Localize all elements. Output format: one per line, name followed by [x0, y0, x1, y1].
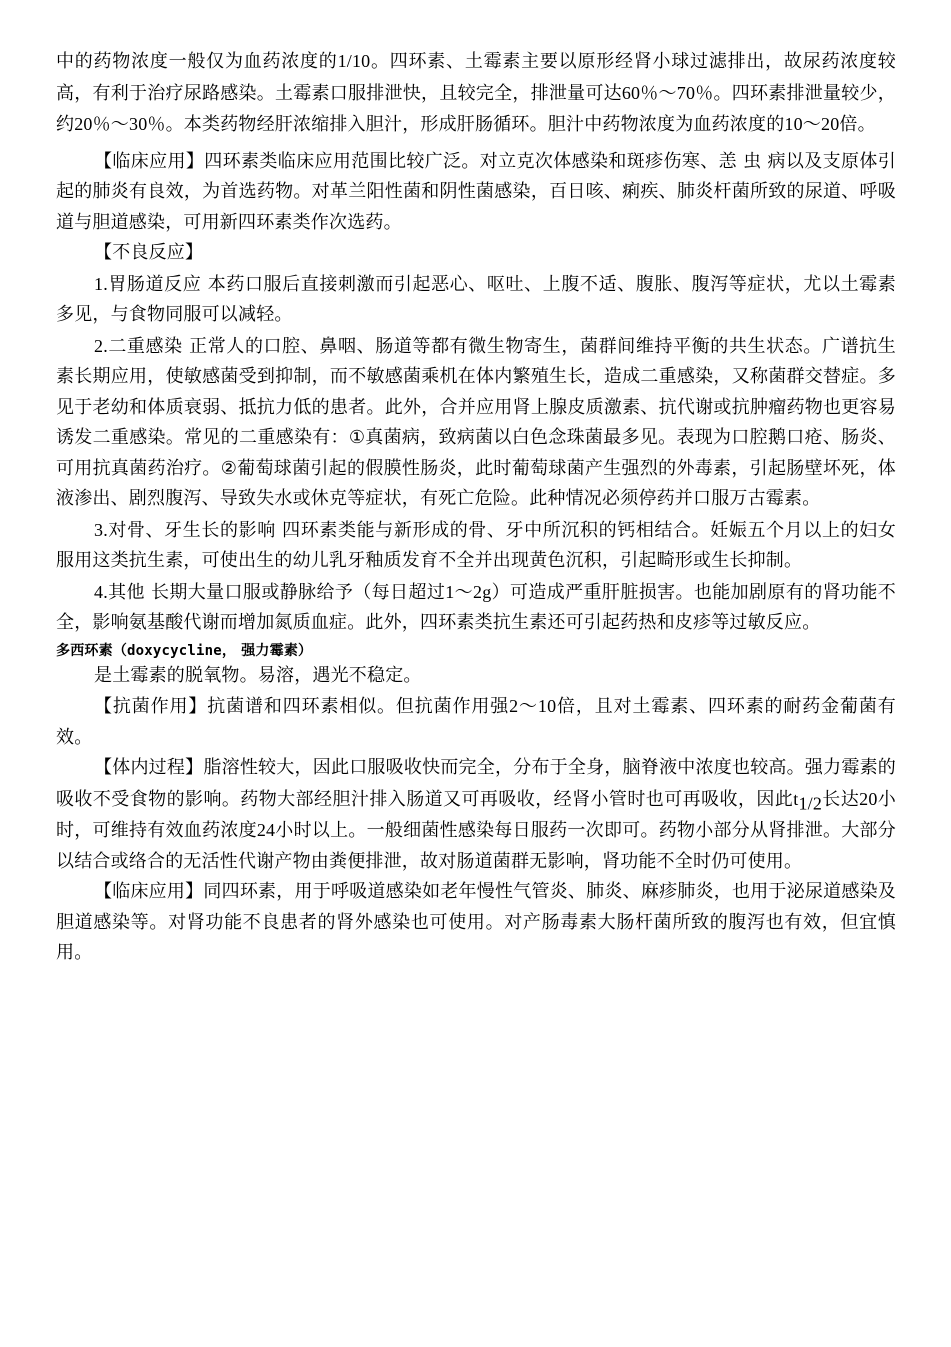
paragraph-excretion: 中的药物浓度一般仅为血药浓度的1/10。四环素、土霉素主要以原形经肾小球过滤排出，故尿药浓度较高，有利于治疗尿路感染。土霉素口服排泄快，且较完全，排泄量可达60％～70％。四环素排泄量较少，约20％～30％。本类药物经肝浓缩排入胆汁，形成肝肠循环。胆汁中药物浓度为血药浓度的10～20倍。: [56, 51, 896, 135]
paragraph-antibacterial-action: 【抗菌作用】抗菌谱和四环素相似。但抗菌作用强2～10倍，且对土霉素、四环素的耐药金葡菌有效。: [56, 696, 896, 748]
paragraph-adverse-gi: 1.胃肠道反应 本药口服后直接刺激而引起恶心、呕吐、上腹不适、腹胀、腹泻等症状，尤以土霉素多见，与食物同服可以减轻。: [56, 273, 896, 325]
paragraph-doxycycline-intro: 是土霉素的脱氧物。易溶，遇光不稳定。: [94, 664, 422, 686]
paragraph-adverse-reactions-heading: 【不良反应】: [94, 242, 204, 263]
section-heading-doxycycline: 多西环素（doxycycline， 强力霉素）: [56, 642, 313, 659]
paragraph-adverse-superinfection: 2.二重感染 正常人的口腔、鼻咽、肠道等都有微生物寄生，菌群间维持平衡的共生状态。广谱抗生素长期应用，使敏感菌受到抑制，而不敏感菌乘机在体内繁殖生长，造成二重感染，又称菌群交替症。多见于老幼和体质衰弱、抵抗力低的患者。此外，合并应用肾上腺皮质激素、抗代谢或抗肿瘤药物也更容易诱发二重感染。常见的二重感染有：①真菌病，致病菌以白色念珠菌最多见。表现为口腔鹅口疮、肠炎、可用抗真菌药治疗。②葡萄球菌引起的假膜性肠炎，此时葡萄球菌产生强烈的外毒素，引起肠壁坏死，体液渗出、剧烈腹泻、导致失水或休克等症状，有死亡危险。此种情况必须停药并口服万古霉素。: [56, 335, 896, 509]
paragraph-clinical-use-tetracycline: 【临床应用】四环素类临床应用范围比较广泛。对立克次体感染和斑疹伤寒、恙 虫 病以及支原体引起的肺炎有良效，为首选药物。对革兰阳性菌和阴性菌感染，百日咳、痢疾、肺炎杆菌所致的尿道、呼吸道与胆道感染，可用新四环素类作次选药。: [56, 150, 896, 233]
paragraph-pharmacokinetics: 【体内过程】脂溶性较大，因此口服吸收快而完全，分布于全身，脑脊液中浓度也较高。强力霉素的吸收不受食物的影响。药物大部经胆汁排入肠道又可再吸收，经肾小管时也可再吸收，因此$t_{1/2}$长达20小时，可维持有效血药浓度24小时以上。一般细菌性感染每日服药一次即可。药物小部分从肾排泄。大部分以结合或络合的无活性代谢产物由粪便排泄，故对肠道菌群无影响，肾功能不全时仍可使用。: [56, 757, 897, 872]
paragraph-adverse-bone-teeth: 3.对骨、牙生长的影响 四环素类能与新形成的骨、牙中所沉积的钙相结合。妊娠五个月以上的妇女服用这类抗生素，可使出生的幼儿乳牙釉质发育不全并出现黄色沉积，引起畸形或生长抑制。: [56, 519, 896, 571]
paragraph-clinical-use-doxycycline: 【临床应用】同四环素，用于呼吸道感染如老年慢性气管炎、肺炎、麻疹肺炎，也用于泌尿道感染及胆道感染等。对肾功能不良患者的肾外感染也可使用。对产肠毒素大肠杆菌所致的腹泻也有效，但宜慎用。: [56, 881, 896, 963]
paragraph-adverse-other: 4.其他 长期大量口服或静脉给予（每日超过1～2g）可造成严重肝脏损害。也能加剧原有的肾功能不全，影响氨基酸代谢而增加氮质血症。此外，四环素类抗生素还可引起药热和皮疹等过敏反应。: [56, 581, 896, 633]
document-page: [56, 46, 896, 969]
